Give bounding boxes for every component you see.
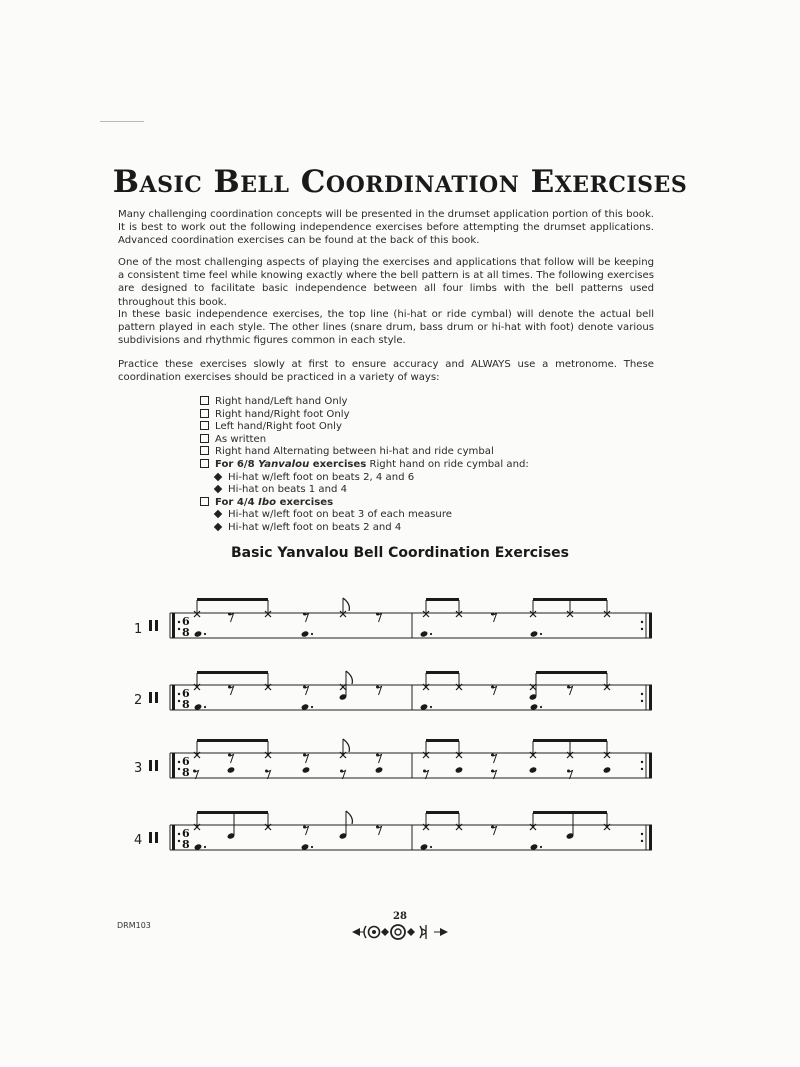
checkbox-icon (200, 396, 209, 405)
exercise-number: 4 (134, 833, 143, 848)
list-item-ibo: For 4/4 Ibo exercises (200, 497, 529, 510)
list-subitem: Hi-hat w/left foot on beat 3 of each measure (200, 509, 529, 522)
checkbox-icon (200, 459, 209, 468)
repeat-start-bar (172, 685, 175, 710)
exercise-number: 3 (134, 761, 143, 776)
staff-1 (134, 598, 652, 639)
intro-paragraph-3: In these basic independence exercises, the top line (hi-hat or ride cymbal) will denote the actual bell pattern played in each style. The other lines (snare drum, bass drum or hi-hat with foot) denote various subdivisions and rhythmic figures common in each style. (118, 309, 654, 347)
checkbox-icon (200, 497, 209, 506)
ornament-icon (350, 921, 450, 943)
time-signature-bottom: 8 (182, 626, 190, 639)
footer-code: DRM103 (117, 921, 151, 930)
staff-2 (134, 671, 652, 711)
checkbox-icon (200, 434, 209, 443)
time-signature-top: 6 (182, 827, 190, 840)
list-item: Right hand Alternating between hi-hat and ride cymbal (200, 446, 529, 459)
percussion-clef-icon (149, 692, 158, 703)
repeat-start-bar (172, 825, 175, 850)
repeat-end-bar (649, 685, 652, 710)
notation-staves (0, 570, 800, 890)
repeat-start-bar (172, 613, 175, 638)
section-heading: Basic Yanvalou Bell Coordination Exercises (230, 545, 569, 561)
practice-list (200, 396, 529, 535)
intro-paragraph-1: Many challenging coordination concepts will be presented in the drumset application portion of this book. It is best to work out the following independence exercises before attempting the drumset applications. Advanced coordination exercises can be found at the back of this book. (118, 209, 654, 247)
exercise-number: 1 (134, 622, 143, 637)
scan-mark (100, 121, 144, 122)
percussion-clef-icon (149, 760, 158, 771)
list-subitem: Hi-hat on beats 1 and 4 (200, 484, 529, 497)
page-title: Basic Bell Coordination Exercises (112, 164, 688, 200)
repeat-end-bar (649, 753, 652, 778)
time-signature-bottom: 8 (182, 766, 190, 779)
checkbox-icon (200, 409, 209, 418)
repeat-start-bar (172, 753, 175, 778)
staff-3 (134, 739, 652, 779)
list-item: Left hand/Right foot Only (200, 421, 529, 434)
diamond-bullet-icon (214, 485, 222, 493)
repeat-end-bar (649, 613, 652, 638)
list-subitem: Hi-hat w/left foot on beats 2 and 4 (200, 522, 529, 535)
list-item: Right hand/Right foot Only (200, 409, 529, 422)
checkbox-icon (200, 421, 209, 430)
time-signature-top: 6 (182, 755, 190, 768)
diamond-bullet-icon (214, 523, 222, 531)
time-signature-bottom: 8 (182, 838, 190, 851)
page-number: 28 (393, 911, 407, 922)
diamond-bullet-icon (214, 472, 222, 480)
time-signature-bottom: 8 (182, 698, 190, 711)
list-item: Right hand/Left hand Only (200, 396, 529, 409)
list-item: As written (200, 434, 529, 447)
time-signature-top: 6 (182, 615, 190, 628)
staff-4 (134, 811, 652, 851)
time-signature-top: 6 (182, 687, 190, 700)
diamond-bullet-icon (214, 510, 222, 518)
list-subitem: Hi-hat w/left foot on beats 2, 4 and 6 (200, 472, 529, 485)
percussion-clef-icon (149, 832, 158, 843)
percussion-clef-icon (149, 620, 158, 631)
intro-paragraph-2: One of the most challenging aspects of playing the exercises and applications that follow will be keeping a consistent time feel while knowing exactly where the bell pattern is at all times. The following exercises are designed to facilitate basic independence between all four limbs with the bell patterns used throughout this book. (118, 257, 654, 308)
intro-paragraph-4: Practice these exercises slowly at first to ensure accuracy and ALWAYS use a metronome. These coordination exercises should be practiced in a variety of ways: (118, 359, 654, 384)
checkbox-icon (200, 446, 209, 455)
exercise-number: 2 (134, 693, 143, 708)
list-item-yanvalou: For 6/8 Yanvalou exercises Right hand on ride cymbal and: (200, 459, 529, 472)
repeat-end-bar (649, 825, 652, 850)
